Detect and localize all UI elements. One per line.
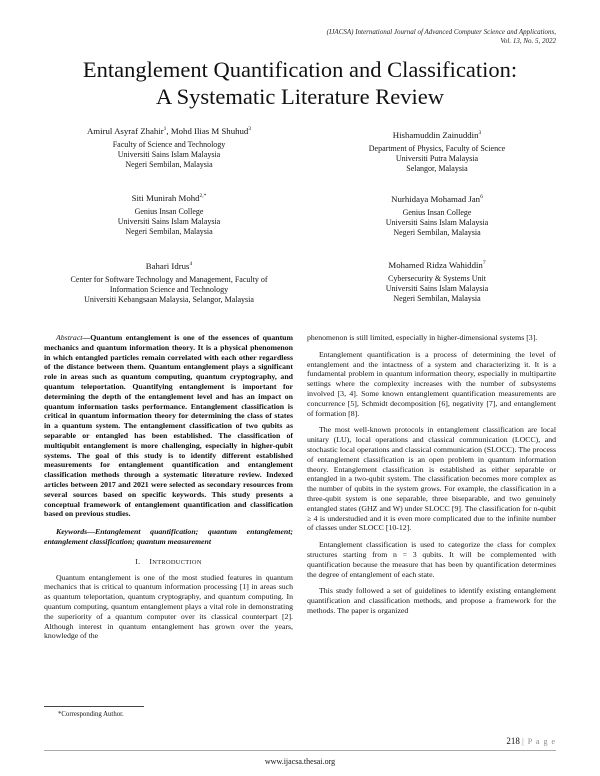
journal-name: (IJACSA) International Journal of Advanced Computer Science and Applications, — [326, 28, 556, 36]
author-name: Bahari Idrus$^4$ — [145, 261, 193, 271]
paragraph-continuation: phenomenon is still limited, especially in higher-dimensional systems [3]. — [307, 333, 538, 342]
page-number: 218 | P a g e — [506, 736, 556, 746]
author-affiliation: Cybersecurity & Systems Unit — [388, 274, 486, 283]
keywords-label: Keywords— — [56, 527, 95, 537]
footnote: *Corresponding Author. — [58, 711, 124, 718]
footnote-divider — [44, 706, 144, 707]
author-affiliation: Genius Insan College — [134, 207, 204, 216]
paragraph: Entanglement classification is used to categorize the class for complex structures starting from n = 3 qubits. It will be complemented with quantification because the measure that has been by quantification determines the degree of entanglement of each state. — [307, 540, 556, 579]
keywords-text: Entanglement quantification; quantum entanglement; entanglement classification; quantum measurement — [44, 527, 293, 546]
journal-volume: Vol. 13, No. 5, 2022 — [500, 37, 556, 45]
paragraph: The most well-known protocols in entanglement classification are local unitary (LU), local operations and classical communication (LOCC), and stochastic local operations and classical communication (SLOCC). The process of entanglement classification is an open problem in quantum information theory. Entanglement classification is established as either separable or entangled in a two-qubit system. The classification becomes more complex as the number of qubits in the system grows. For example, the classification in a three-qubit system is one separable, three biseparable, and two genuinely entangled states (GHZ and W) under SLOCC [9]. The classification for n-qubit ≥ 4 is understudied and it is even more complicated due to the infinite number of classes under SLOCC [10-12]. — [307, 425, 556, 533]
author-block-3 — [44, 193, 294, 237]
author-affiliation: Selangor, Malaysia — [406, 164, 468, 173]
author-affiliation: Universiti Putra Malaysia — [395, 154, 479, 163]
section-heading-introduction: I. INTRODUCTION — [135, 556, 202, 566]
title-line-2: A Systematic Literature Review — [155, 84, 445, 109]
author-affiliation: Universiti Sains Islam Malaysia — [385, 284, 489, 293]
author-block-2 — [318, 130, 556, 174]
author-affiliation: Information Science and Technology — [109, 285, 229, 294]
intro-paragraph: Quantum entanglement is one of the most studied features in quantum mechanics that is critical to quantum information processing [1] in areas such as quantum teleportation, quantum cryptography, and quantum computing. In quantum computing, quantum entanglement plays a vital role in demonstrating the superiority of a quantum computer over its classical counterpart [2]. Although interest in quantum entanglement has grown over the years, knowledge of the — [44, 572, 293, 641]
author-affiliation: Department of Physics, Faculty of Science — [368, 144, 506, 153]
author-affiliation: Universiti Kebangsaan Malaysia, Selangor, Malaysia — [84, 295, 254, 304]
journal-header — [327, 28, 556, 46]
author-affiliation: Universiti Sains Islam Malaysia — [117, 217, 221, 226]
author-affiliation: Faculty of Science and Technology — [112, 140, 226, 149]
page-label: | P a g e — [522, 737, 556, 746]
abstract-label: Abstract — [56, 333, 83, 342]
author-name: Nurhidaya Mohamad Jan$^6$ — [391, 194, 483, 204]
paper-title — [44, 56, 556, 110]
author-block-1 — [44, 126, 294, 170]
author-name: Hishamuddin Zainuddin$^3$ — [392, 130, 482, 140]
author-affiliation: Genius Insan College — [402, 208, 472, 217]
abstract-text: —Quantum entanglement is one of the essences of quantum mechanics and quantum information theory. It is a physical phenomenon in which entangled particles remain correlated with each other regardless of the distance between them. Quantum entanglement plays a significant role in areas such as quantum computing, quantum cryptography, and quantum teleportation. Quantifying entanglement is important for determining the depth of the entanglement level and has an impact on quantum information tasks performance. Entanglement classification is critical in quantum information theory for determining the class of states in a quantum system. The entanglement classification of two qubits as separable or entangled has been established. The classification of multiqubit entanglement is more challenging, especially in higher-qubit systems. The goal of this study is to identify different established measurements for entanglement quantification and entanglement classification methods through a systematic literature review. Indexed articles between 2017 and 2021 were selected as secondary resources from several sources based on specific keywords. This study presents a conceptual framework of entanglement quantification and classification based on previous studies. — [44, 333, 293, 519]
author-affiliation: Center for Software Technology and Management, Faculty of — [70, 275, 268, 284]
keywords — [44, 527, 293, 547]
author-affiliation: Negeri Sembilan, Malaysia — [393, 294, 481, 303]
author-name: Siti Munirah Mohd$^{2,*}$ — [131, 193, 207, 203]
author-block-4 — [318, 194, 556, 238]
footer-divider — [44, 750, 556, 751]
author-affiliation: Negeri Sembilan, Malaysia — [393, 228, 481, 237]
title-line-1: Entanglement Quantification and Classification: — [82, 57, 518, 82]
paragraph: Entanglement quantification is a process of determining the level of entanglement and the intactness of a system and characterizing it. It is a fundamental problem in quantum information theory, especially in multipartite settings where the complexity increases with the number of subsystems involved [3, 4]. Some known entanglement quantification measurements are concurrence [5], Schmidt decomposition [6], negativity [7], and entanglement of formation [8]. — [307, 349, 556, 418]
paragraph: This study followed a set of guidelines to identify existing entanglement quantification and classification methods, and propose a framework for the methods. The paper is organized — [307, 586, 556, 615]
left-column — [44, 333, 293, 641]
author-affiliation: Universiti Sains Islam Malaysia — [117, 150, 221, 159]
author-affiliation: Universiti Sains Islam Malaysia — [385, 218, 489, 227]
author-block-6 — [318, 260, 556, 304]
author-affiliation: Negeri Sembilan, Malaysia — [125, 160, 213, 169]
footer-url[interactable]: www.ijacsa.thesai.org — [264, 757, 336, 766]
author-block-5 — [44, 261, 294, 305]
author-name: Mohamed Ridza Wahiddin$^7$ — [388, 260, 486, 270]
author-name: Amirul Asyraf Zhahir$^1$, Mohd Ilias M Shuhud$^3$ — [86, 126, 252, 136]
right-column — [307, 333, 556, 616]
author-affiliation: Negeri Sembilan, Malaysia — [125, 227, 213, 236]
abstract — [44, 333, 293, 519]
